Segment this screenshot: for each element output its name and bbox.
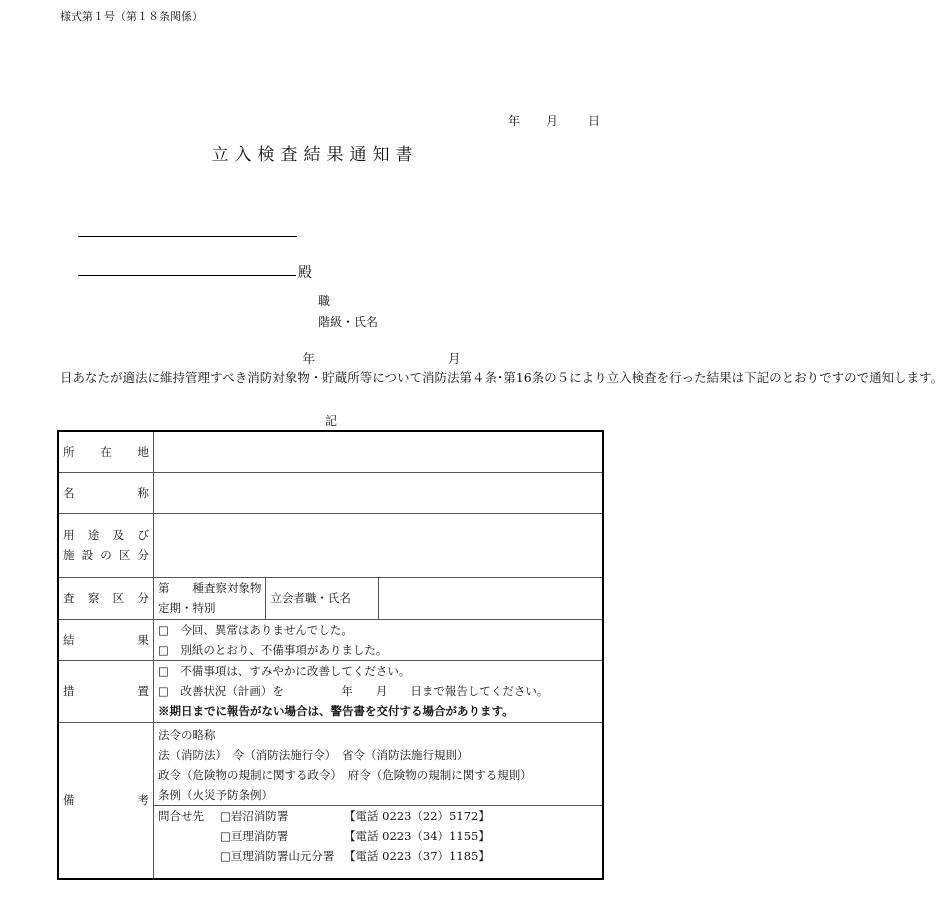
row-location [58, 431, 603, 472]
contact-row-2: □亘理消防署 【電話 0223（34）1155】 [220, 828, 490, 843]
form-number: 様式第１号（第１８条関係） [60, 10, 203, 23]
body-month: 月 [447, 351, 497, 366]
row-measure [58, 660, 603, 722]
row-usage [58, 513, 603, 577]
measure-label: 措置 [58, 660, 154, 722]
addressee-line-1 [78, 236, 297, 237]
remarks-value [154, 722, 604, 879]
result-value [154, 619, 604, 660]
result-item-defect: □ 別紙のとおり、不備事項がありました。 [158, 642, 388, 657]
row-name [58, 472, 603, 513]
location-value [154, 431, 604, 472]
issuer-rank-name: 階級・氏名 [318, 315, 379, 329]
ki-label: 記 [324, 414, 337, 428]
usage-value [154, 513, 604, 577]
date-year: 年 [508, 114, 521, 128]
addressee-line-2 [78, 275, 296, 276]
contact-label: 問合せ先 [158, 808, 204, 823]
row-remarks [58, 722, 603, 879]
addressee-suffix: 殿 [298, 265, 312, 281]
witness-label: 立会者職・氏名 [266, 577, 378, 619]
name-value [154, 472, 604, 513]
abbrev-line-3: 条例（火災予防条例） [158, 787, 273, 802]
contact-row-3: □亘理消防署山元分署 【電話 0223（37）1185】 [220, 848, 490, 863]
result-label: 結果 [58, 619, 154, 660]
witness-value [378, 577, 603, 619]
body-year: 年 [302, 351, 351, 366]
contact-row-1: 問合せ先 □岩沼消防署 【電話 0223（22）5172】 [158, 806, 598, 826]
measure-item-1: □ 不備事項は、すみやかに改善してください。 [158, 664, 411, 678]
inspection-result-table [57, 430, 604, 880]
location-label: 所在地 [58, 431, 154, 472]
name-label: 名称 [58, 472, 154, 513]
usage-label: 用途及び 施設の区分 [58, 513, 154, 577]
measure-warning: ※期日までに報告がない場合は、警告書を交付する場合があります。 [158, 704, 514, 718]
result-item-ok: □ 今回、異常はありませんでした。 [158, 622, 353, 637]
measure-item-2: □ 改善状況（計画）を 年 月 日まで報告してください。 [158, 684, 549, 698]
issuer-position: 職 [318, 294, 331, 308]
document-title: 立入検査結果通知書 [211, 145, 419, 165]
date-day: 日 [588, 114, 601, 128]
remarks-label: 備考 [58, 722, 154, 879]
row-result [58, 619, 603, 660]
inspection-label: 査察区分 [58, 577, 154, 619]
inspection-type: 第 種査察対象物 定期・特別 [154, 577, 266, 619]
abbrev-line-2: 政令（危険物の規制に関する政令） 府令（危険物の規制に関する規則） [158, 767, 532, 782]
measure-value [154, 660, 604, 722]
date-month: 月 [546, 114, 559, 128]
abbrev-line-1: 法（消防法） 令（消防法施行令） 省令（消防法施行規則） [158, 747, 469, 762]
abbrev-heading: 法令の略称 [158, 727, 216, 742]
body-text: 日あなたが適法に維持管理すべき消防対象物・貯蔵所等について消防法第４条･第16条の５により立入検査を行った結果は下記のとおりですので通知します。 [60, 370, 943, 385]
notice-body [60, 349, 943, 387]
row-inspection [58, 577, 603, 619]
